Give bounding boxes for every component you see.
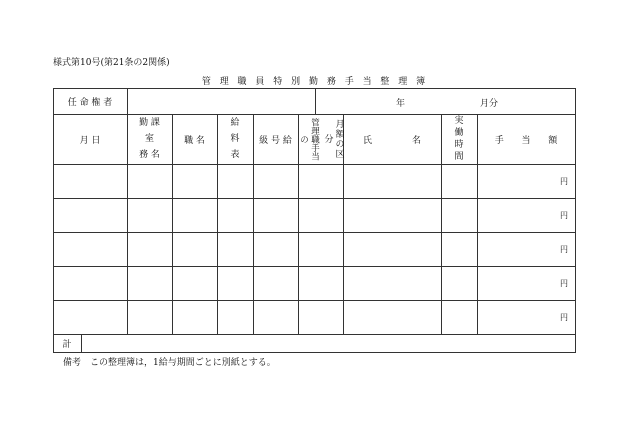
header-position: 職 名 — [184, 135, 205, 146]
appointer-label: 任 命 権 者 — [67, 97, 113, 108]
remark-note: 備考 この整理簿は，1給与期間ごとに別紙とする。 — [63, 358, 276, 368]
header-section: 勤 課 室 務 名 — [139, 118, 160, 160]
year-label: 年 — [396, 99, 406, 109]
header-grade: 級 号 給 — [259, 135, 292, 146]
header-work-hours: 実 働 時 間 — [454, 116, 464, 162]
yen-unit: 円 — [560, 313, 568, 322]
yen-unit: 円 — [560, 245, 568, 254]
header-salary-table: 給 料 表 — [230, 118, 240, 160]
header-allowance-amount: 手 当 額 — [494, 135, 558, 146]
header-month-day: 月 日 — [79, 135, 101, 146]
total-label: 計 — [62, 339, 72, 350]
yen-unit: 円 — [560, 211, 568, 220]
header-name: 氏 名 — [362, 135, 421, 146]
form-title: 管 理 職 員 特 別 勤 務 手 当 整 理 簿 — [201, 77, 429, 87]
form-number: 様式第10号(第21条の2関係) — [53, 58, 170, 68]
month-period-label: 月分 — [480, 99, 499, 109]
header-allowance-class: 月額の区分 管理職手当の — [298, 117, 344, 161]
yen-unit: 円 — [560, 177, 568, 186]
yen-unit: 円 — [560, 279, 568, 288]
